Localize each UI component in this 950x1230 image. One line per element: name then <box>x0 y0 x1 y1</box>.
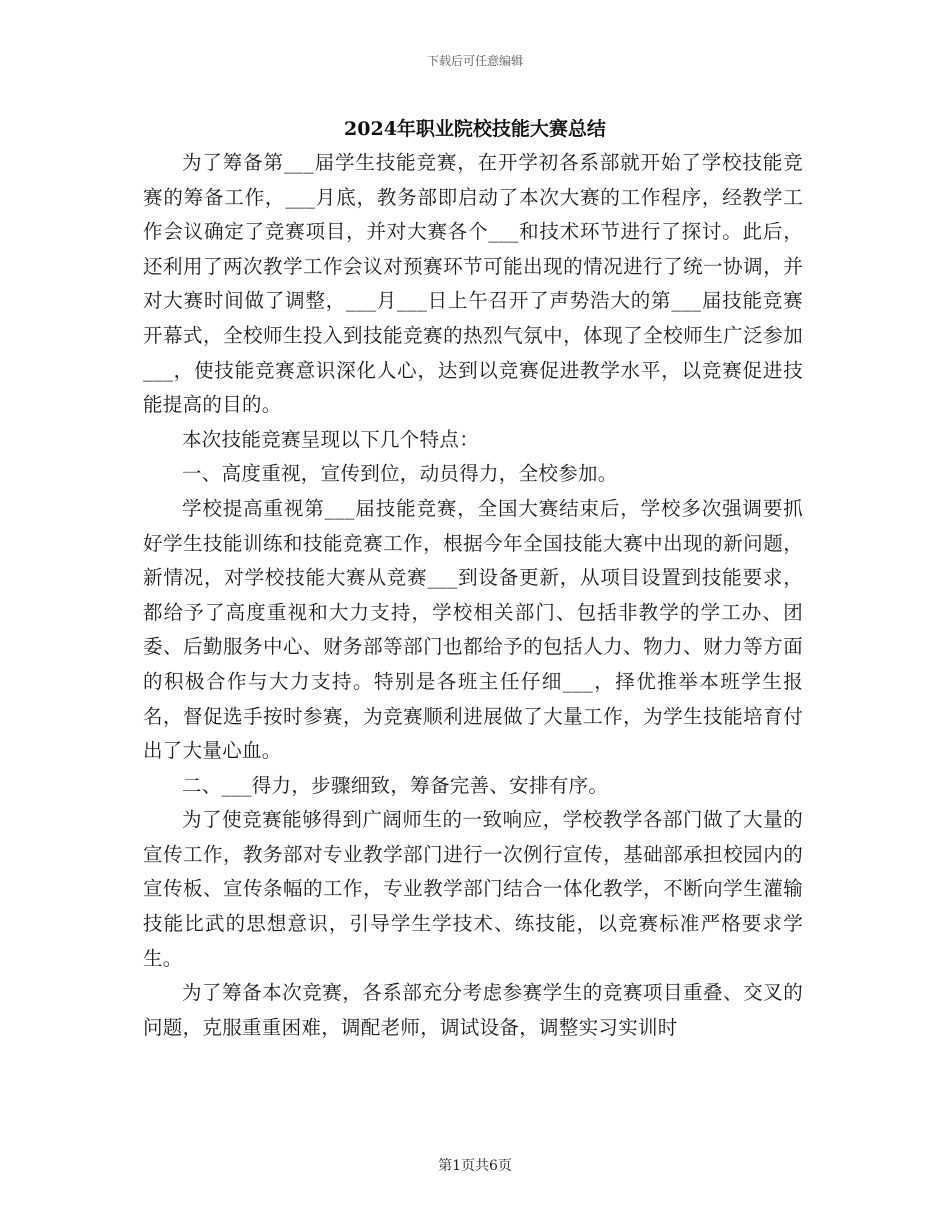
section-heading: 一、高度重视，宣传到位，动员得力，全校参加。 <box>182 462 618 486</box>
page-indicator: 第1页共6页 <box>438 1158 512 1174</box>
document-title: 2024年职业院校技能大赛总结 <box>344 118 606 140</box>
paragraph: 为了筹备第___届学生技能竞赛，在开学初各系部就开始了学校技能竞赛的筹备工作，___月底，教务部即启动了本次大赛的工作程序，经教学工作会议确定了竞赛项目，并对大赛各个___和技术环节进行了探讨。此后，还利用了两次教学工作会议对预赛环节可能出现的情况进行了统一协调，并对大赛时间做了调整，___月___日上午召开了声势浩大的第___届技能竞赛开幕式，全校师生投入到技能竞赛的热烈气氛中，体现了全校师生广泛参加___，使技能竞赛意识深化人心，达到以竞赛促进教学水平，以竞赛促进技能提高的目的。 <box>143 151 803 417</box>
paragraph: 为了使竞赛能够得到广阔师生的一致响应，学校教学各部门做了大量的宣传工作，教务部对专业教学部门进行一次例行宣传，基础部承担校园内的宣传板、宣传条幅的工作，专业教学部门结合一体化教学，不断向学生灌输技能比武的思想意识，引导学生学技术、练技能，以竞赛标准严格要求学生。 <box>143 808 803 970</box>
paragraph: 为了筹备本次竞赛，各系部充分考虑参赛学生的竞赛项目重叠、交叉的问题，克服重重困难，调配老师，调试设备，调整实习实训时 <box>143 981 803 1039</box>
section-heading: 二、___得力，步骤细致，筹备完善、安排有序。 <box>182 773 609 797</box>
paragraph: 学校提高重视第___届技能竞赛，全国大赛结束后，学校多次强调要抓好学生技能训练和技能竞赛工作，根据今年全国技能大赛中出现的新问题，新情况，对学校技能大赛从竞赛___到设备更新，从项目设置到技能要求，都给予了高度重视和大力支持，学校相关部门、包括非教学的学工办、团委、后勤服务中心、财务部等部门也都给予的包括人力、物力、财力等方面的积极合作与大力支持。特别是各班主任仔细___，择优推举本班学生报名，督促选手按时参赛，为竞赛顺利进展做了大量工作，为学生技能培育付出了大量心血。 <box>143 496 803 763</box>
header-note: 下载后可任意编辑 <box>426 54 523 68</box>
document-body <box>143 146 803 1045</box>
paragraph: 本次技能竞赛呈现以下几个特点： <box>182 427 480 451</box>
